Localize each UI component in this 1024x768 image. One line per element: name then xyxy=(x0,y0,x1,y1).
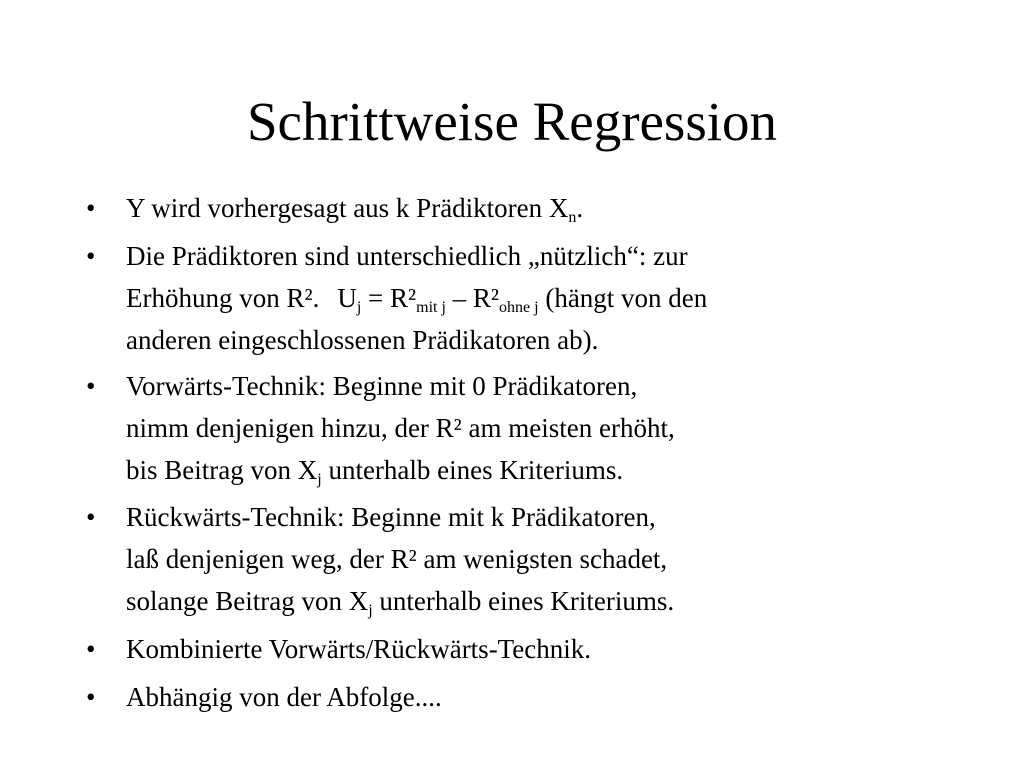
slide-title: Schrittweise Regression xyxy=(246,91,778,152)
bullet-line xyxy=(126,319,986,361)
bullet-line xyxy=(126,235,986,277)
text-run: U xyxy=(337,283,357,313)
bullet-line xyxy=(126,676,986,718)
bullet-marker: • xyxy=(86,502,96,532)
text-run: = R² xyxy=(361,283,417,313)
subscript: ohne j xyxy=(499,299,539,316)
bullet-marker: • xyxy=(86,682,96,712)
text-run: anderen eingeschlossenen Prädikatoren ab). xyxy=(126,325,599,355)
bullet-line xyxy=(126,580,986,622)
text-run: Rückwärts-Technik: Beginne mit k Prädikatoren, xyxy=(126,502,656,532)
text-run: . xyxy=(576,193,584,223)
text-run: (hängt von den xyxy=(538,283,708,313)
bullet-line xyxy=(126,496,986,538)
text-run: unterhalb eines Kriteriums. xyxy=(321,455,624,485)
subscript: n xyxy=(568,209,577,226)
text-run: laß denjenigen weg, der R² am wenigsten schadet, xyxy=(126,544,668,574)
bullet-marker: • xyxy=(86,634,96,664)
subscript: j xyxy=(356,299,362,316)
text-run: Y wird vorhergesagt aus k Prädiktoren X xyxy=(126,193,569,223)
text-run: Kombinierte Vorwärts/Rückwärts-Technik. xyxy=(126,634,592,664)
bullet-line xyxy=(126,407,986,449)
text-run: solange Beitrag von X xyxy=(126,586,369,616)
bullet-text xyxy=(126,235,986,361)
text-run: bis Beitrag von X xyxy=(126,455,318,485)
text-run: unterhalb eines Kriteriums. xyxy=(372,586,675,616)
bullet-marker: • xyxy=(86,241,96,271)
text-run: – R² xyxy=(445,283,500,313)
bullet-line xyxy=(126,628,986,670)
bullet-text xyxy=(126,676,986,718)
bullet-marker: • xyxy=(86,371,96,401)
text-run: Abhängig von der Abfolge.... xyxy=(126,682,442,712)
subscript: j xyxy=(368,602,373,619)
bullet-line xyxy=(126,449,986,491)
subscript: mit j xyxy=(416,299,446,316)
bullet-line xyxy=(126,538,986,580)
text-run: Die Prädiktoren sind unterschiedlich „nützlich“: zur xyxy=(126,241,688,271)
bullet-marker: • xyxy=(86,193,96,223)
subscript: j xyxy=(317,471,322,488)
bullet-text xyxy=(126,365,986,491)
bullet-text xyxy=(126,628,986,670)
bullet-text xyxy=(126,496,986,622)
bullet-line xyxy=(126,277,986,319)
bullet-line xyxy=(126,187,986,229)
text-run: nimm denjenigen hinzu, der R² am meisten erhöht, xyxy=(126,413,675,443)
bullet-line xyxy=(126,365,986,407)
text-run: Erhöhung von R². xyxy=(126,283,320,313)
bullet-text xyxy=(126,187,986,229)
text-run: Vorwärts-Technik: Beginne mit 0 Prädikatoren, xyxy=(126,371,638,401)
